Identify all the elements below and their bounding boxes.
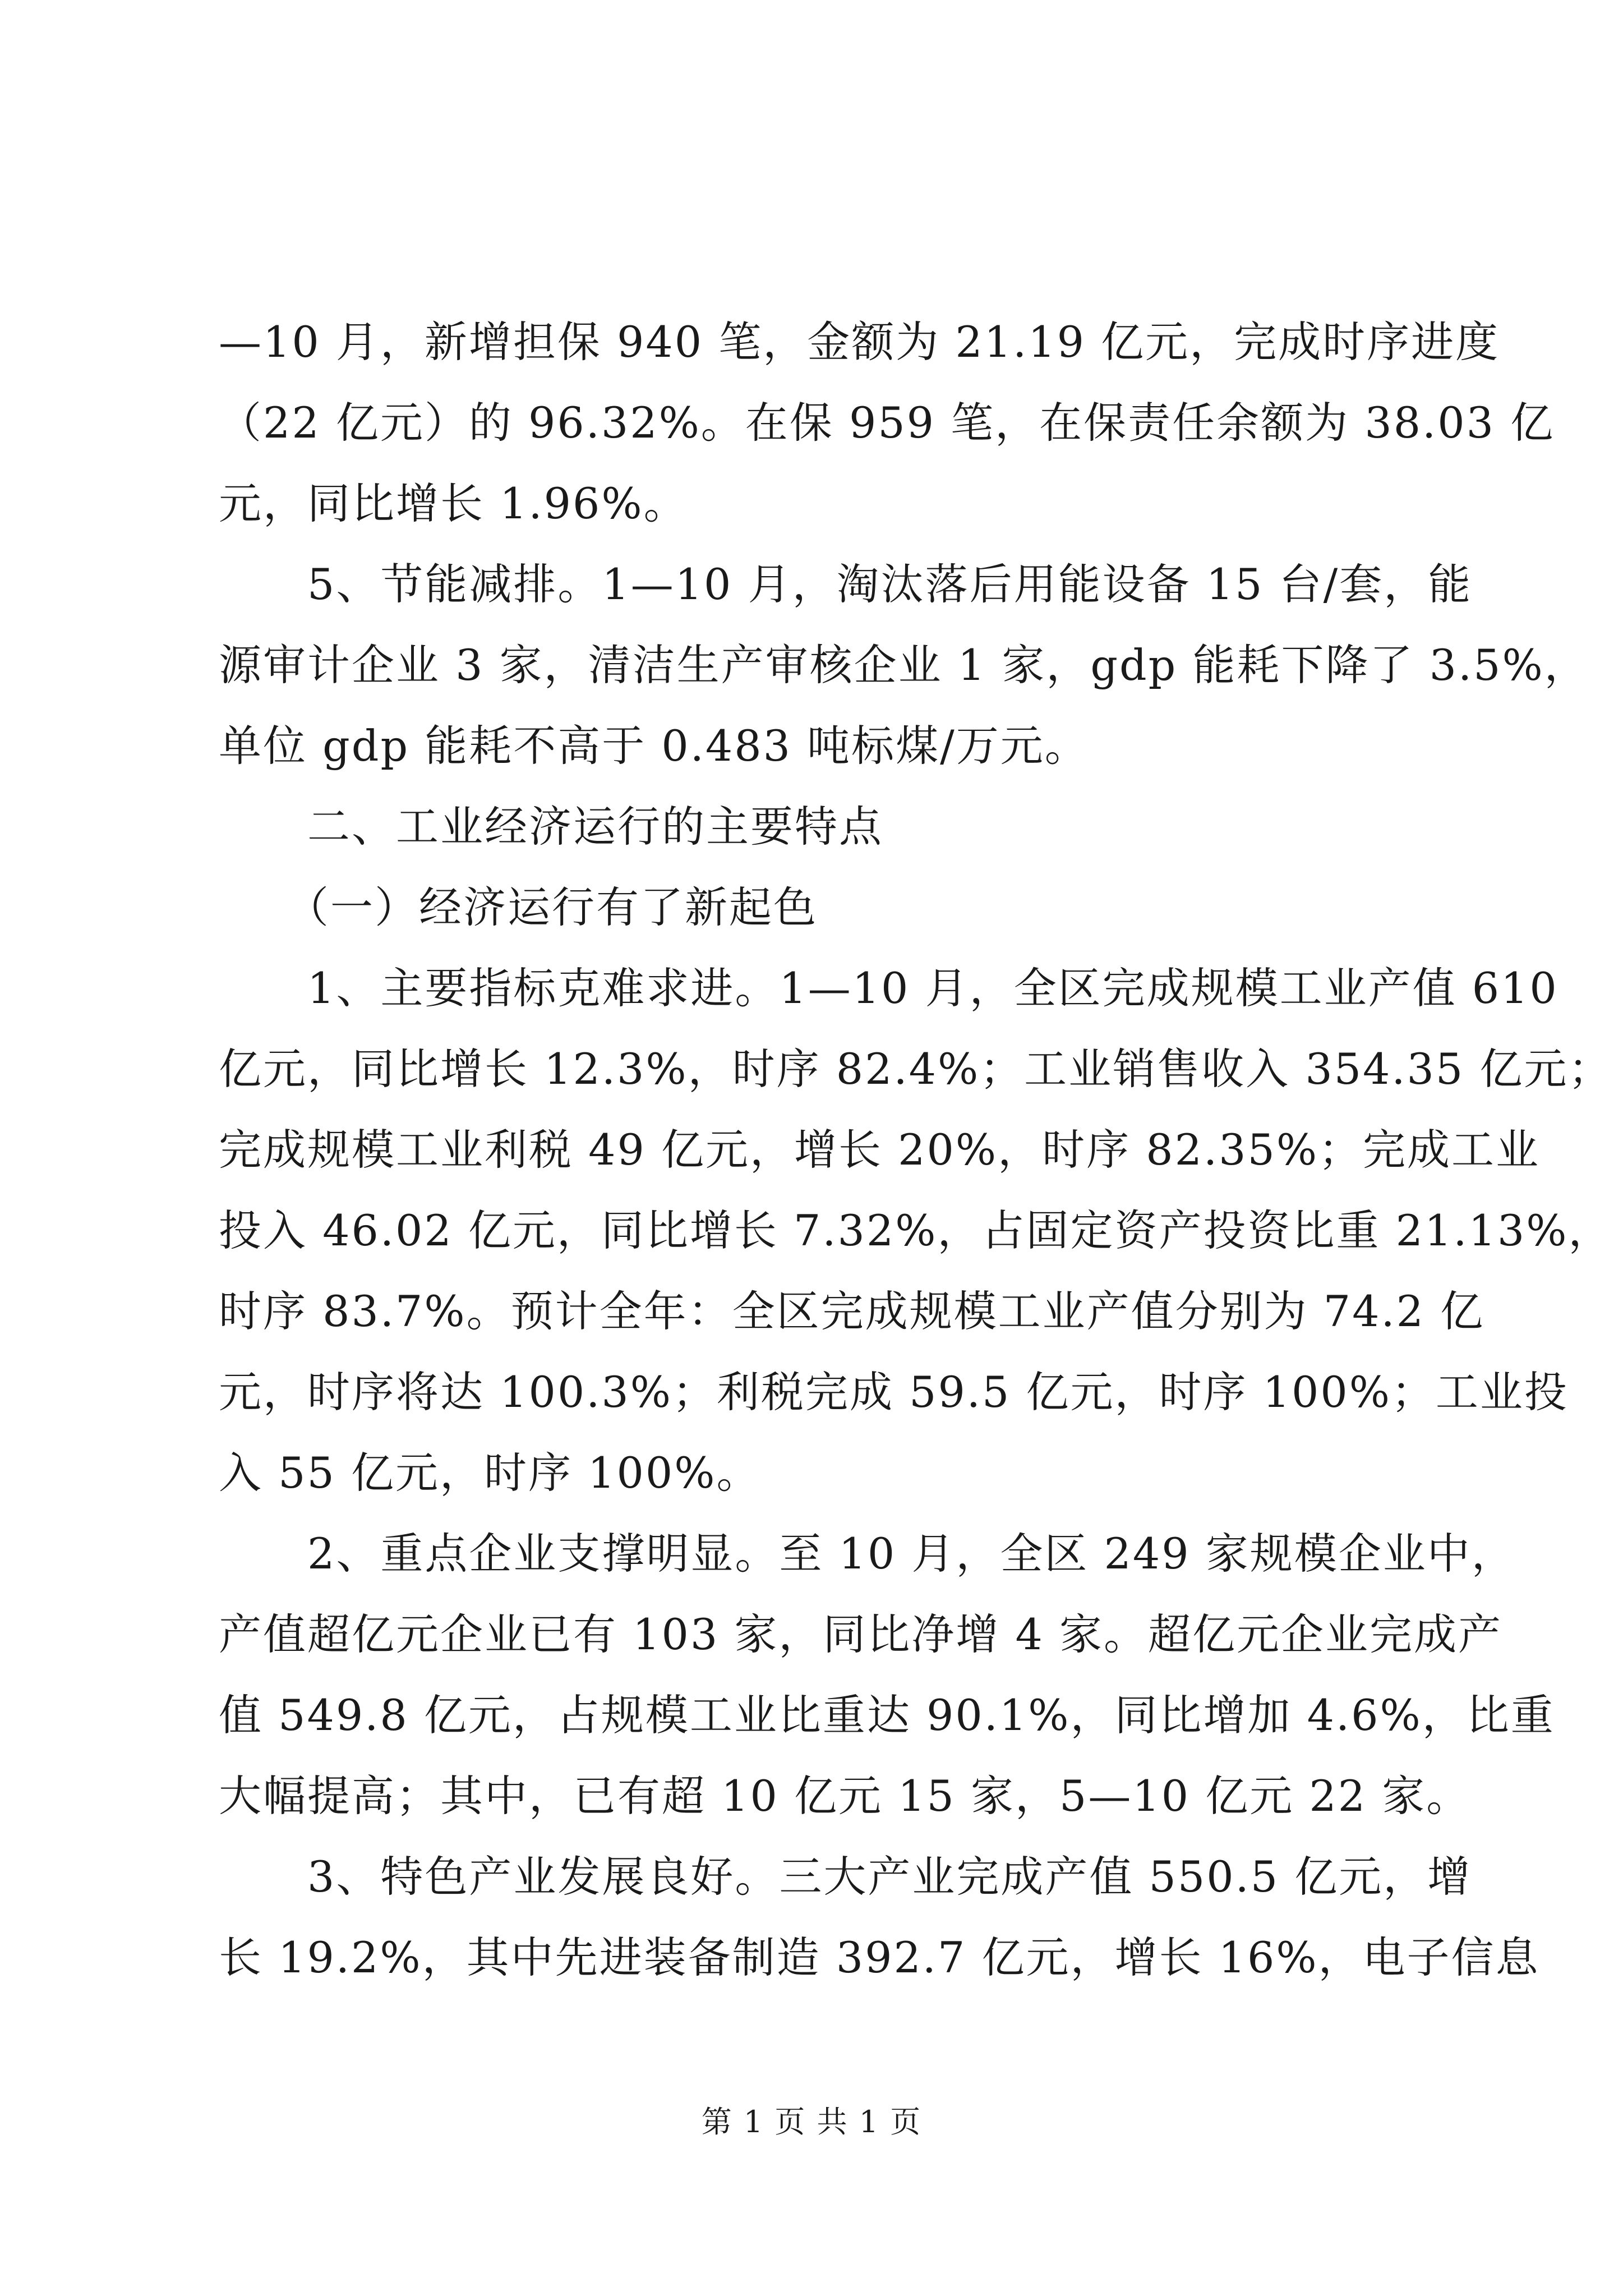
text-line: 5、节能减排。1—10 月，淘汰落后用能设备 15 台/套，能 — [219, 559, 1473, 609]
text-line: （22 亿元）的 96.32%。在保 959 笔，在保责任余额为 38.03 亿 — [219, 398, 1555, 448]
page-footer: 第 1 页 共 1 页 — [701, 2104, 922, 2139]
text-line: —10 月，新增担保 940 笔，金额为 21.19 亿元，完成时序进度 — [219, 317, 1500, 367]
text-line: 长 19.2%，其中先进装备制造 392.7 亿元，增长 16%，电子信息 — [219, 1932, 1540, 1982]
text-line: 大幅提高；其中，已有超 10 亿元 15 家，5—10 亿元 22 家。 — [219, 1771, 1471, 1821]
text-line: 完成规模工业利税 49 亿元，增长 20%，时序 82.35%；完成工业 — [219, 1125, 1541, 1175]
text-line: 单位 gdp 能耗不高于 0.483 吨标煤/万元。 — [219, 721, 1089, 771]
text-line: 源审计企业 3 家，清洁生产审核企业 1 家，gdp 能耗下降了 3.5%， — [219, 640, 1589, 690]
text-line: 元，同比增长 1.96%。 — [219, 478, 688, 528]
text-line: 1、主要指标克难求进。1—10 月，全区完成规模工业产值 610 — [219, 963, 1559, 1013]
text-line: 2、重点企业支撑明显。至 10 月，全区 249 家规模企业中， — [219, 1529, 1516, 1579]
section-heading: 二、工业经济运行的主要特点 — [219, 802, 883, 852]
subsection-heading: （一）经济运行有了新起色 — [219, 882, 818, 932]
text-line: 3、特色产业发展良好。三大产业完成产值 550.5 亿元，增 — [219, 1852, 1472, 1902]
text-line: 元，时序将达 100.3%；利税完成 59.5 亿元，时序 100%；工业投 — [219, 1367, 1569, 1417]
text-line: 入 55 亿元，时序 100%。 — [219, 1448, 761, 1498]
text-line: 值 549.8 亿元，占规模工业比重达 90.1%，同比增加 4.6%，比重 — [219, 1690, 1555, 1740]
text-line: 时序 83.7%。预计全年：全区完成规模工业产值分别为 74.2 亿 — [219, 1286, 1485, 1336]
text-line: 产值超亿元企业已有 103 家，同比净增 4 家。超亿元企业完成产 — [219, 1609, 1503, 1659]
text-line: 投入 46.02 亿元，同比增长 7.32%，占固定资产投资比重 21.13%， — [219, 1205, 1613, 1255]
text-line: 亿元，同比增长 12.3%，时序 82.4%；工业销售收入 354.35 亿元； — [219, 1044, 1613, 1094]
